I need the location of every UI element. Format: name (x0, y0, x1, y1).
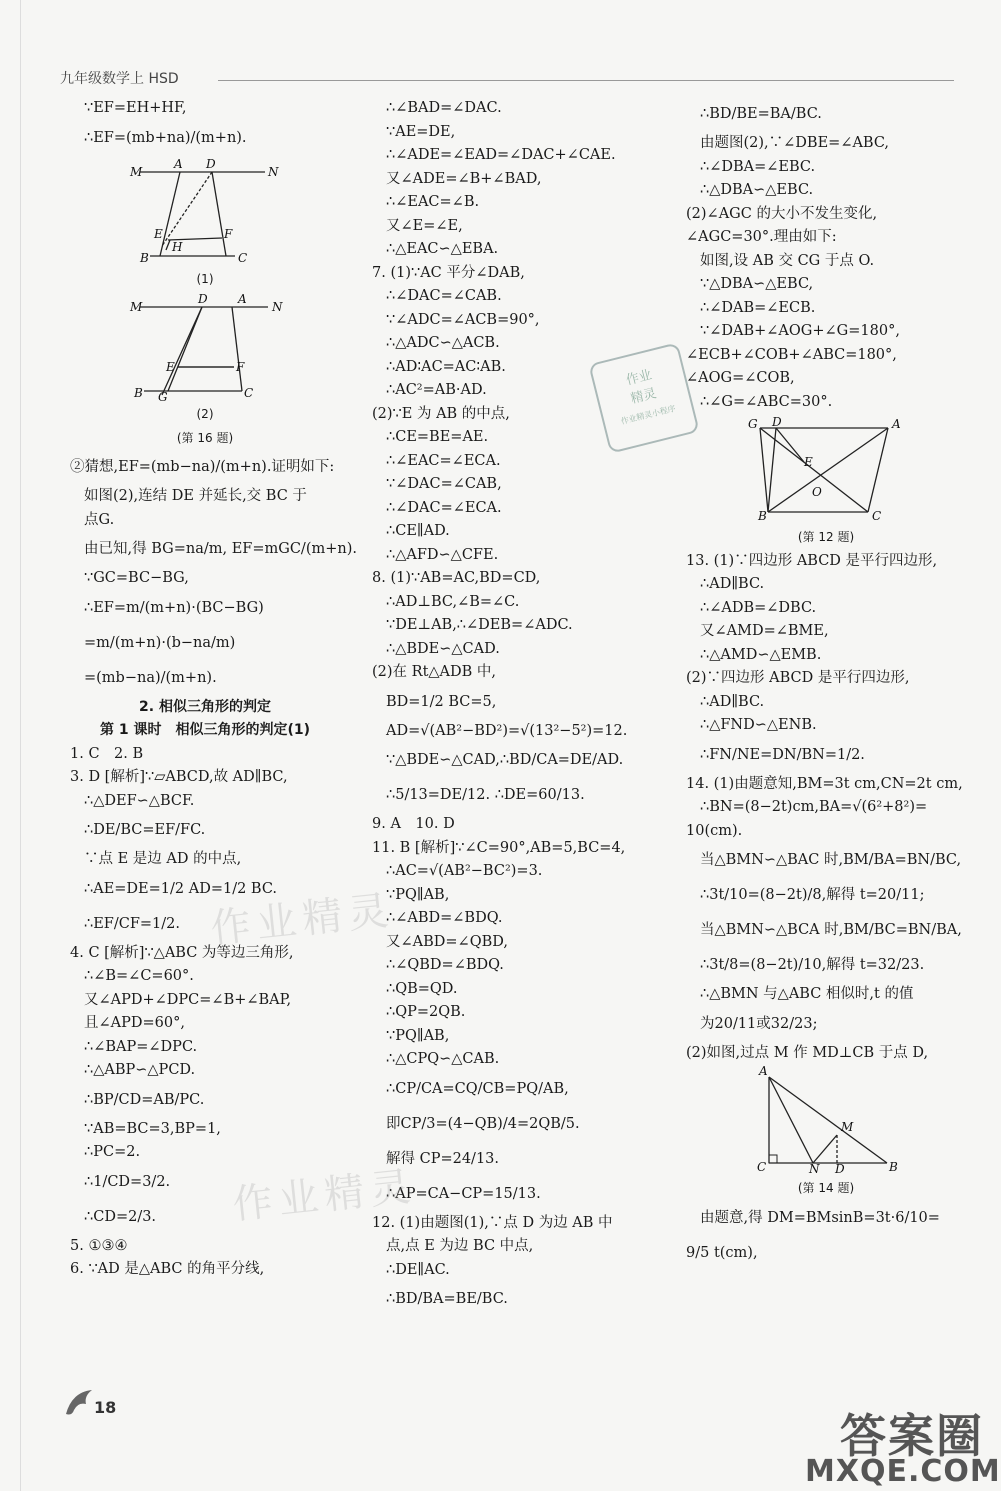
text-line: ∵AE=DE, (386, 123, 456, 140)
text-line: ∵PQ∥AB, (386, 1027, 450, 1044)
fig-line (212, 172, 226, 256)
text-line: 第 1 课时 相似三角形的判定(1) (99, 722, 311, 738)
fig-label: B (134, 386, 143, 400)
text-line: ∴∠DBA=∠EBC. (700, 158, 816, 175)
text-line: 10(cm). (686, 822, 743, 839)
fig-label: E (804, 455, 813, 469)
text-line: ∴3t/10=(8−2t)/8,解得 t=20/11; (700, 887, 925, 903)
text-line: ∴PC=2. (84, 1144, 141, 1160)
fig-label: C (238, 250, 248, 265)
fig-label: H (172, 239, 183, 254)
text-line: ∴△BDE∽△CAD. (386, 640, 500, 657)
text-line: 当△BMN∽△BCA 时,BM/BC=BN/BA, (700, 922, 962, 938)
text-line: 为20/11或32/23; (700, 1015, 818, 1032)
figure-16-1 (130, 158, 280, 268)
fig-line (813, 1135, 837, 1163)
text-line: ∴QB=QD. (386, 980, 458, 997)
page-number: 18 (94, 1398, 117, 1417)
text-line: ∴DE/BC=EF/FC. (84, 822, 206, 838)
text-line: ∵PQ∥AB, (386, 886, 450, 903)
text-line: ∴∠BAD=∠DAC. (386, 100, 502, 116)
text-line: (2)∵E 为 AB 的中点, (372, 405, 510, 422)
fig-label: A (759, 1064, 768, 1078)
text-line: ∴AP=CA−CP=15/13. (386, 1185, 541, 1202)
header-rule (218, 80, 954, 81)
text-line: 4. C [解析]∵△ABC 为等边三角形, (70, 944, 294, 961)
text-line: 当△BMN∽△BAC 时,BM/BA=BN/BC, (700, 852, 962, 868)
text-line: ∴△AMD∽△EMB. (700, 646, 822, 663)
text-line: ∴AE=DE=1/2 AD=1/2 BC. (84, 880, 278, 897)
text-line: ②猜想,EF=(mb−na)/(m+n).证明如下: (70, 459, 335, 475)
text-line: 9. A 10. D (372, 816, 455, 832)
text-line: ∴BD/BE=BA/BC. (700, 106, 822, 122)
fig-label: G (158, 390, 168, 404)
watermark-1: 作业精灵 (208, 887, 397, 953)
text-line: ∴AD∶AC=AC∶AB. (386, 358, 506, 375)
text-line: ∵GC=BC−BG, (84, 570, 189, 586)
text-line: ∴EF=m/(m+n)·(BC−BG) (84, 599, 264, 616)
text-line: ∴∠EAC=∠B. (386, 194, 480, 210)
fig-line (232, 307, 242, 391)
text-line: ∴5/13=DE/12. ∴DE=60/13. (386, 787, 585, 803)
text-line: (第 14 题) (797, 1181, 855, 1195)
text-line: ∴AD∥BC. (700, 576, 765, 592)
text-line: ∴3t/8=(8−2t)/10,解得 t=32/23. (700, 957, 925, 973)
text-line: 又∠E=∠E, (386, 217, 463, 234)
column-left (70, 97, 357, 1282)
text-line: 又∠ABD=∠QBD, (386, 933, 508, 950)
text-line: ∴AD∥BC. (700, 693, 765, 710)
text-line: 12. (1)由题图(1),∵点 D 为边 AB 中 (372, 1214, 613, 1231)
text-line: ∴CE=BE=AE. (386, 429, 489, 445)
text-line: ∴△AFD∽△CFE. (386, 546, 499, 563)
fig-label: N (272, 300, 283, 314)
fig-label: N (268, 164, 279, 179)
text-line: ∴CP/CA=CQ/CB=PQ/AB, (386, 1080, 569, 1097)
fig-label: M (841, 1120, 854, 1134)
text-line: 1. C 2. B (70, 745, 144, 762)
text-line: ∴BD/BA=BE/BC. (386, 1291, 508, 1307)
fig-line (760, 428, 768, 512)
text-line: ∵AB=BC=3,BP=1, (84, 1120, 221, 1137)
text-line: ∴∠ADE=∠EAD=∠DAC+∠CAE. (386, 147, 616, 163)
text-line: ∴∠ADB=∠DBC. (700, 599, 817, 616)
text-line: ∴△FND∽△ENB. (700, 717, 817, 733)
text-line: 且∠APD=60°, (84, 1015, 185, 1031)
text-line: ∴BP/CD=AB/PC. (84, 1091, 205, 1108)
text-line: 又∠AMD=∠BME, (700, 623, 829, 639)
fig-label: E (154, 226, 163, 241)
column-right (686, 97, 966, 1271)
fig-line (166, 240, 170, 250)
text-line: ∴∠G=∠ABC=30°. (700, 393, 833, 410)
text-line: =m/(m+n)·(b−na/m) (84, 634, 236, 651)
text-line: 9/5 t(cm), (686, 1244, 758, 1261)
fig-label: B (758, 509, 767, 523)
text-line: 如图,设 AB 交 CG 于点 O. (700, 252, 875, 269)
text-line: ∵点 E 是边 AD 的中点, (84, 851, 242, 867)
text-line: 由已知,得 BG=na/m, EF=mGC/(m+n). (84, 541, 357, 557)
stamp-line3: 作业精灵小程序 (619, 403, 677, 427)
figure-16-2 (130, 292, 283, 404)
text-line: =(mb−na)/(m+n). (84, 669, 217, 686)
text-line: ∴△ADC∽△ACB. (386, 335, 500, 351)
column-middle (372, 97, 652, 1317)
fig-line (769, 1077, 813, 1163)
text-line: AD=√(AB²−BD²)=√(13²−5²)=12. (386, 722, 628, 739)
text-line: ∴AC=√(AB²−BC²)=3. (386, 863, 543, 879)
fig-label: D (772, 415, 782, 429)
text-line: ∵EF=EH+HF, (84, 100, 187, 116)
figure-14 (751, 1064, 901, 1177)
text-line: ∴△DEF∽△BCF. (84, 792, 195, 809)
text-line: 6. ∵AD 是△ABC 的角平分线, (70, 1261, 265, 1277)
fig-label: G (748, 417, 758, 431)
text-line: ∵△DBA∽△EBC, (700, 276, 814, 292)
fig-label: O (812, 485, 822, 499)
text-line: ∴FN/NE=DN/BN=1/2. (700, 746, 865, 763)
text-line: ∵∠ADC=∠ACB=90°, (386, 311, 540, 328)
fig-line (769, 1077, 887, 1163)
text-line: (第 16 题) (176, 430, 234, 445)
text-line: ∴∠DAB=∠ECB. (700, 299, 816, 316)
text-line: ∵DE⊥AB,∴∠DEB=∠ADC. (386, 617, 573, 633)
fig-label: A (892, 417, 901, 431)
fig-label: A (238, 292, 247, 306)
text-line: 由题图(2),∵∠DBE=∠ABC, (700, 135, 890, 151)
text-line: ∴∠QBD=∠BDQ. (386, 957, 504, 973)
text-line: (2)如图,过点 M 作 MD⊥CB 于点 D, (686, 1044, 929, 1061)
figure-12 (746, 416, 906, 526)
text-line: 13. (1)∵四边形 ABCD 是平行四边形, (686, 552, 938, 569)
text-line: (1) (196, 271, 214, 286)
fig-label: C (757, 1160, 767, 1174)
text-line: ∴∠DAC=∠ECA. (386, 499, 502, 516)
fig-line (162, 172, 212, 246)
fig-label: M (130, 164, 143, 179)
text-line: 2. 相似三角形的判定 (139, 698, 271, 715)
fig-line (760, 428, 868, 512)
stamp-line2: 精灵 (629, 386, 659, 407)
site-logo-watermark: 答案圈 (840, 1409, 984, 1463)
fig-label: B (889, 1160, 898, 1174)
text-line: ∴△BMN 与△ABC 相似时,t 的值 (700, 986, 914, 1002)
text-line: ∴CD=2/3. (84, 1208, 157, 1225)
fig-label: F (236, 360, 245, 374)
text-line: 点G. (84, 511, 115, 528)
text-line: ∴EF=(mb+na)/(m+n). (84, 129, 247, 146)
fig-line (776, 428, 804, 462)
text-line: 3. D [解析]∵▱ABCD,故 AD∥BC, (70, 769, 288, 785)
page-header: 九年级数学上 HSD (60, 71, 179, 87)
fig-line (162, 307, 202, 395)
fig-label: E (166, 360, 175, 374)
fig-label: D (198, 292, 208, 306)
text-line: 7. (1)∵AC 平分∠DAB, (372, 264, 525, 281)
text-line: ∠AOG=∠COB, (686, 370, 795, 386)
fig-label: C (244, 386, 254, 400)
text-line: ∴△CPQ∽△CAB. (386, 1051, 500, 1067)
text-line: ∴CE∥AD. (386, 523, 450, 539)
text-line: ∴△EAC∽△EBA. (386, 241, 499, 257)
text-line: ∴BN=(8−2t)cm,BA=√(6²+8²)= (700, 799, 928, 815)
fig-label: C (872, 509, 882, 523)
stamp-line1: 作业 (624, 367, 654, 389)
fig-label: D (835, 1162, 845, 1176)
text-line: ∴EF/CF=1/2. (84, 915, 181, 932)
text-line: ∴∠EAC=∠ECA. (386, 452, 501, 469)
fig-label: B (140, 250, 149, 265)
fig-label: A (174, 156, 183, 171)
fig-label: M (130, 300, 143, 314)
text-line: ∵∠DAB+∠AOG+∠G=180°, (700, 323, 900, 339)
text-line: ∵∠DAC=∠CAB, (386, 476, 502, 492)
text-line: ∴DE∥AC. (386, 1261, 450, 1278)
text-line: (2)∠AGC 的大小不发生变化, (686, 205, 878, 222)
text-line: ∠ECB+∠COB+∠ABC=180°, (686, 346, 897, 363)
text-line: ∴1/CD=3/2. (84, 1173, 171, 1190)
fig-label: F (224, 226, 233, 241)
text-line: ∴AD⊥BC,∠B=∠C. (386, 593, 520, 610)
text-line: ∴∠B=∠C=60°. (84, 968, 194, 984)
fig-label: D (206, 156, 216, 171)
text-line: 如图(2),连结 DE 并延长,交 BC 于 (84, 488, 307, 504)
text-line: ∴∠DAC=∠CAB. (386, 288, 502, 304)
text-line: 点,点 E 为边 BC 中点, (386, 1238, 534, 1254)
watermark-2: 作业精灵 (230, 1163, 419, 1229)
text-line: 又∠APD+∠DPC=∠B+∠BAP, (84, 991, 292, 1008)
text-line: 即CP/3=(4−QB)/4=2QB/5. (386, 1115, 580, 1132)
site-url-watermark: MXQE.COM (805, 1454, 1001, 1489)
right-angle-mark (769, 1155, 777, 1163)
text-line: ∴QP=2QB. (386, 1004, 466, 1020)
page-edge (20, 0, 21, 1491)
text-line: 5. ①③④ (70, 1237, 128, 1254)
fig-line (768, 428, 776, 512)
text-line: 又∠ADE=∠B+∠BAD, (386, 170, 542, 187)
text-line: ∴△ABP∽△PCD. (84, 1062, 196, 1078)
text-line: ∴△DBA∽△EBC. (700, 182, 814, 198)
text-line: ∴AC²=AB·AD. (386, 382, 487, 398)
text-line: 解得 CP=24/13. (386, 1150, 500, 1167)
fig-label: N (809, 1162, 820, 1176)
text-line: ∴∠ABD=∠BDQ. (386, 910, 503, 926)
text-line: ∴∠BAP=∠DPC. (84, 1038, 198, 1055)
text-line: 14. (1)由题意知,BM=3t cm,CN=2t cm, (686, 775, 963, 792)
text-line: ∵△BDE∽△CAD,∴BD/CA=DE/AD. (386, 752, 624, 768)
text-line: BD=1/2 BC=5, (386, 693, 497, 710)
text-line: (2)∵四边形 ABCD 是平行四边形, (686, 670, 910, 686)
text-line: 由题意,得 DM=BMsinB=3t·6/10= (700, 1209, 940, 1226)
text-line: ∠AGC=30°.理由如下: (686, 229, 837, 245)
text-line: (第 12 题) (797, 530, 855, 544)
text-line: (2) (196, 407, 214, 421)
text-line: (2)在 Rt△ADB 中, (372, 664, 497, 680)
text-line: 8. (1)∵AB=AC,BD=CD, (372, 570, 541, 586)
text-line: 11. B [解析]∵∠C=90°,AB=5,BC=4, (372, 839, 626, 856)
